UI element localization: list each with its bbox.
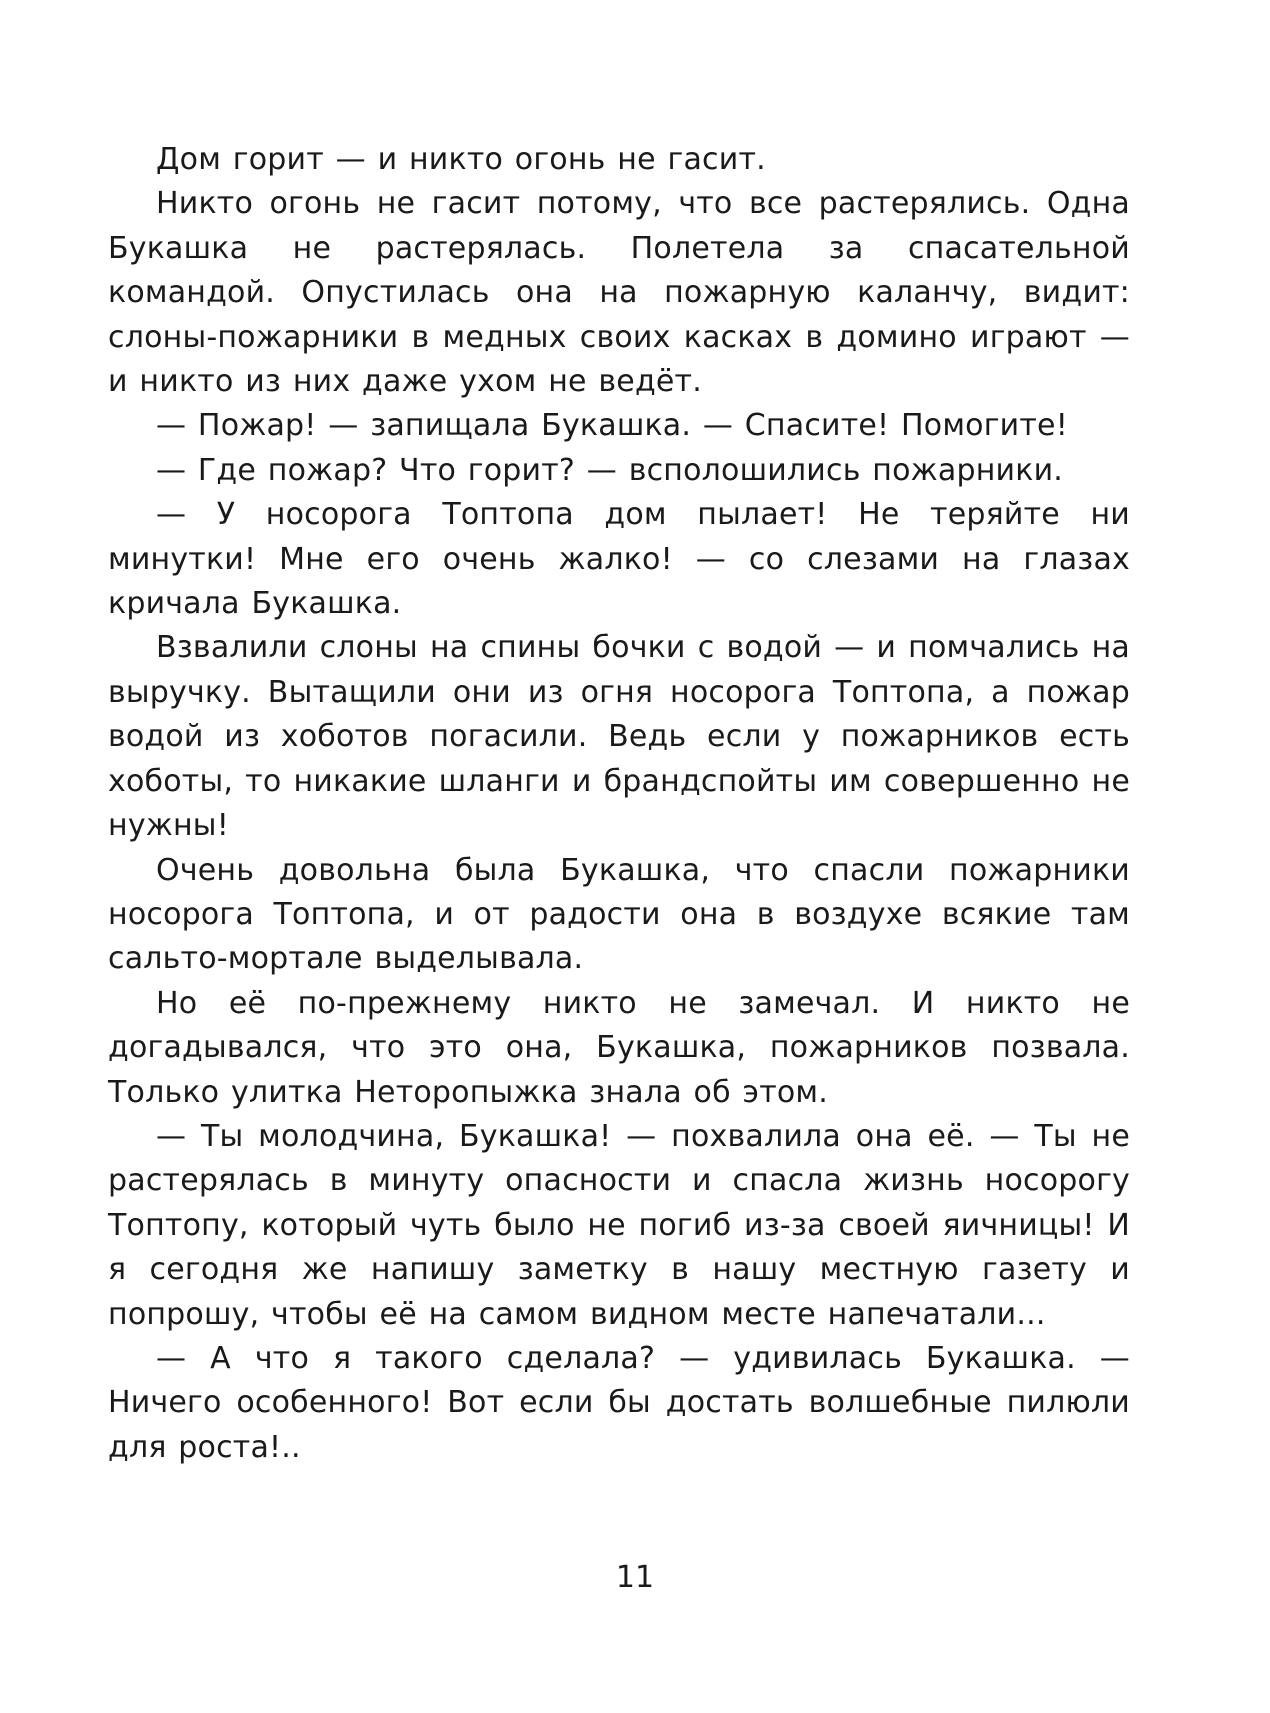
page-text: [108, 138, 1130, 1470]
paragraph-5: — У носорога Топтопа дом пылает! Не теряйте ни минутки! Мне его очень жалко! — со слезами на глазах кричала Букашка.: [108, 497, 1130, 622]
paragraph-2: Никто огонь не гасит потому, что все растерялись. Одна Букашка не растерялась. Полетела за спасательной командой. Опустилась она на пожарную каланчу, видит: слоны-пожарники в медных своих касках в домино играют — и никто из них даже ухом не ведёт.: [108, 186, 1130, 400]
paragraph-10: — А что я такого сделала? — удивилась Букашка. — Ничего особенного! Вот если бы достать волшебные пилюли для роста!..: [108, 1340, 1130, 1465]
paragraph-1: Дом горит — и никто огонь не гасит.: [156, 142, 766, 177]
page-number: 11: [615, 1560, 655, 1595]
paragraph-4: — Где пожар? Что горит? — всполошились пожарники.: [156, 452, 1063, 488]
paragraph-6: Взвалили слоны на спины бочки с водой — и помчались на выручку. Вытащили они из огня носорога Топтопа, а пожар водой из хоботов погасили. Ведь если у пожарников есть хоботы, то никакие шланги и брандспойты им совершенно не нужны!: [108, 630, 1130, 844]
paragraph-8: Но её по-прежнему никто не замечал. И никто не догадывался, что это она, Букашка, пожарников позвала. Только улитка Неторопыжка знала об этом.: [108, 985, 1130, 1110]
paragraph-7: Очень довольна была Букашка, что спасли пожарники носорога Топтопа, и от радости она в воздухе всякие там сальто-мортале выделывала.: [108, 852, 1130, 977]
paragraph-3: — Пожар! — запищала Букашка. — Спасите! Помогите!: [156, 408, 1068, 444]
paragraph-9: — Ты молодчина, Букашка! — похвалила она её. — Ты не растерялась в минуту опасности и спасла жизнь носорогу Топтопу, который чуть было не погиб из-за своей яичницы! И я сегодня же напишу заметку в нашу местную газету и попрошу, чтобы её на самом видном месте напечатали...: [108, 1118, 1130, 1332]
